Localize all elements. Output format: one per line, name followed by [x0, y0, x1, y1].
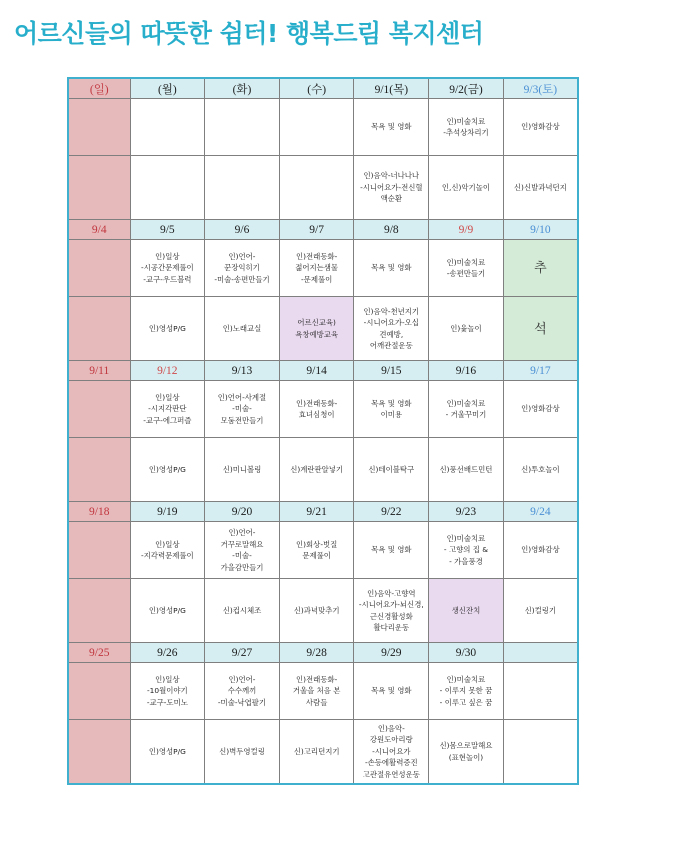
date-cell-mon: (월) [130, 78, 205, 99]
activity-cell [354, 438, 429, 502]
date-cell-mon: 9/12 [130, 361, 205, 381]
activity-cell [130, 240, 205, 297]
sunday-cell [68, 381, 130, 438]
activity-text: 인)미술치료 -송편만들기 [446, 257, 486, 278]
activity-cell [279, 579, 354, 643]
activity-cell [279, 381, 354, 438]
activity-text: 인)언어- 꾼장익히기 -미술-송편만들기 [214, 251, 270, 284]
activity-cell [205, 99, 280, 156]
activity-cell [205, 438, 280, 502]
activity-text: 신)고리던지기 [293, 746, 340, 756]
activity-cell [279, 240, 354, 297]
activity-cell [130, 663, 205, 720]
activity-cell [503, 438, 578, 502]
date-cell-fri: 9/30 [429, 643, 504, 663]
date-cell-wed: 9/28 [279, 643, 354, 663]
activity-text: 인)노래교실 [222, 323, 262, 333]
activity-text: 신)미니볼링 [222, 464, 262, 474]
date-cell-wed: 9/21 [279, 502, 354, 522]
sunday-cell [68, 438, 130, 502]
date-cell-thu: 9/29 [354, 643, 429, 663]
activity-cell [130, 381, 205, 438]
activity-text: 인)일상 -시지각판단 -교구-에그퍼즐 [143, 392, 192, 425]
schedule-row-afternoon [68, 579, 578, 643]
date-cell-fri: 9/16 [429, 361, 504, 381]
activity-text: 목욕 및 영화 [371, 686, 412, 696]
activity-text: 인)전래동화- 젊어지는샘물 -문제풀이 [295, 251, 339, 284]
activity-cell [130, 438, 205, 502]
activity-cell [429, 579, 504, 643]
date-cell-wed: 9/7 [279, 220, 354, 240]
activity-cell [130, 99, 205, 156]
date-cell-thu: 9/15 [354, 361, 429, 381]
activity-cell [279, 438, 354, 502]
activity-text: 신)투호놀이 [521, 464, 560, 474]
date-cell-sat: 9/24 [503, 502, 578, 522]
date-cell-thu: 9/22 [354, 502, 429, 522]
activity-cell [503, 156, 578, 220]
sunday-cell [68, 720, 130, 785]
activity-cell [429, 438, 504, 502]
activity-text: 인)일상 -시공간문제풀이 -교구-우드블럭 [141, 251, 194, 284]
activity-cell [503, 240, 578, 297]
activity-cell [279, 720, 354, 785]
schedule-row-afternoon [68, 438, 578, 502]
activity-cell [205, 240, 280, 297]
activity-cell [205, 156, 280, 220]
date-cell-sat: 9/10 [503, 220, 578, 240]
date-cell-sun: 9/4 [68, 220, 130, 240]
activity-cell [279, 522, 354, 579]
sunday-cell [68, 522, 130, 579]
activity-text: 목욕 및 영화 [371, 263, 412, 273]
monthly-schedule-calendar [67, 77, 579, 785]
activity-text: 신)과녁맞추기 [293, 605, 340, 615]
activity-cell [429, 381, 504, 438]
activity-cell [429, 99, 504, 156]
activity-cell [503, 720, 578, 785]
activity-text: 인)전래동화- 거울을 처음 본 사람들 [292, 674, 341, 707]
schedule-row-afternoon [68, 720, 578, 785]
activity-cell [130, 720, 205, 785]
date-cell-fri: 9/23 [429, 502, 504, 522]
activity-cell [429, 297, 504, 361]
weekday-header-row [68, 78, 578, 99]
activity-text: 인)미술치료 -추석상차리기 [443, 116, 489, 137]
activity-cell [429, 522, 504, 579]
activity-text: 인)전래동화- 효녀심청이 [296, 398, 338, 419]
activity-text: 인)음악-너나나나 -시니어요가-전신혈 액순환 [360, 171, 423, 204]
activity-cell [279, 663, 354, 720]
sunday-cell [68, 156, 130, 220]
activity-text: 인)영화감상 [521, 545, 560, 555]
activity-text: 신)벽두영컬링 [219, 746, 265, 756]
date-cell-fri: 9/9 [429, 220, 504, 240]
activity-cell [130, 156, 205, 220]
activity-cell [279, 99, 354, 156]
activity-cell [205, 381, 280, 438]
activity-text: 인)음악-고향역 -시니어요가-뇌신경, 근신경활성화 활다리운동 [358, 588, 424, 632]
date-row [68, 502, 578, 522]
activity-text: 인)미술치료 - 이루지 못한 꿈 - 이루고 싶은 꿈 [439, 674, 493, 707]
date-cell-sat: 9/17 [503, 361, 578, 381]
activity-text: 인)음악-천년지기 -시니어요가-오십 견예방, 어깨관절운동 [363, 306, 420, 350]
activity-cell [205, 579, 280, 643]
date-cell-sat [503, 643, 578, 663]
date-cell-thu: 9/8 [354, 220, 429, 240]
activity-text: 신)컬링기 [524, 605, 557, 615]
date-cell-fri: 9/2(금) [429, 78, 504, 99]
date-cell-mon: 9/26 [130, 643, 205, 663]
date-cell-mon: 9/19 [130, 502, 205, 522]
date-row [68, 643, 578, 663]
sunday-cell [68, 297, 130, 361]
activity-cell [429, 720, 504, 785]
date-cell-tue: (화) [205, 78, 280, 99]
activity-text: 신)신발과녁던지 [513, 182, 567, 192]
activity-text: 생신잔치 [451, 605, 481, 615]
schedule-row-morning [68, 240, 578, 297]
sunday-cell [68, 663, 130, 720]
activity-cell [205, 720, 280, 785]
activity-cell [354, 240, 429, 297]
activity-cell [503, 579, 578, 643]
schedule-row-morning [68, 99, 578, 156]
activity-text: 인)영성P/G [148, 746, 186, 756]
activity-cell [205, 297, 280, 361]
activity-cell [354, 663, 429, 720]
schedule-row-morning [68, 663, 578, 720]
activity-cell [503, 381, 578, 438]
activity-text: 인)윷놀이 [450, 323, 482, 333]
date-cell-sun: 9/25 [68, 643, 130, 663]
date-cell-sat: 9/3(토) [503, 78, 578, 99]
date-cell-mon: 9/5 [130, 220, 205, 240]
activity-text: 목욕 및 영화 이미용 [371, 398, 412, 419]
activity-cell [279, 156, 354, 220]
date-cell-tue: 9/13 [205, 361, 280, 381]
activity-cell [354, 720, 429, 785]
activity-cell [130, 579, 205, 643]
activity-text: 목욕 및 영화 [371, 122, 412, 132]
activity-text: 인,신)악기놀이 [441, 182, 490, 192]
activity-text: 신)컵시체조 [222, 605, 262, 615]
activity-text: 인)일상 -지각력문제풀이 [141, 539, 194, 560]
schedule-row-morning [68, 381, 578, 438]
activity-text: 신)계란판알넣기 [290, 464, 344, 474]
activity-cell [205, 663, 280, 720]
date-cell-sun: 9/18 [68, 502, 130, 522]
schedule-row-afternoon [68, 156, 578, 220]
activity-text: 인)음악- 강원도아리랑 -시니어요가 -손등에활력증진 고관절유연성운동 [362, 723, 420, 779]
activity-text: 목욕 및 영화 [371, 545, 412, 555]
date-cell-tue: 9/27 [205, 643, 280, 663]
activity-cell [354, 381, 429, 438]
activity-text: 추 [534, 260, 547, 276]
activity-text: 인)언어-사계절 -미술- 모둠전만들기 [217, 392, 267, 425]
activity-text: 석 [534, 320, 547, 336]
activity-cell [279, 297, 354, 361]
activity-cell [354, 297, 429, 361]
activity-text: 인)일상 -10월이야기 -교구-도미노 [146, 674, 188, 707]
activity-text: 인)미술치료 - 고향의 집 & - 가을풍경 [443, 533, 488, 566]
activity-text: 어르신교육) 욕창예방교육 [295, 318, 339, 339]
activity-cell [429, 240, 504, 297]
activity-cell [503, 663, 578, 720]
activity-text: 인)언어- 수수께끼 -미술-낙엽팔기 [217, 674, 267, 707]
activity-cell [354, 522, 429, 579]
activity-cell [130, 297, 205, 361]
date-row [68, 220, 578, 240]
activity-cell [130, 522, 205, 579]
activity-text: 인)회상-벗질 문제풀이 [296, 539, 338, 560]
activity-text: 인)영화감상 [521, 404, 560, 414]
schedule-row-afternoon [68, 297, 578, 361]
page-title: 어르신들의 따뜻한 쉼터! 행복드림 복지센터 [14, 19, 484, 48]
activity-text: 신)몸으로말해요 (표현놀이) [439, 741, 493, 762]
date-cell-sun: 9/11 [68, 361, 130, 381]
sunday-cell [68, 240, 130, 297]
date-row [68, 361, 578, 381]
activity-text: 인)영성P/G [148, 323, 186, 333]
activity-cell [429, 156, 504, 220]
activity-text: 신)테이블탁구 [368, 464, 415, 474]
activity-text: 인)영성P/G [148, 605, 186, 615]
date-cell-tue: 9/6 [205, 220, 280, 240]
activity-text: 인)언어- 거꾸로말해요 -미술- 가을감만들기 [220, 528, 264, 572]
activity-cell [205, 522, 280, 579]
sunday-cell [68, 579, 130, 643]
schedule-row-morning [68, 522, 578, 579]
activity-cell [503, 99, 578, 156]
activity-cell [354, 579, 429, 643]
date-cell-wed: (수) [279, 78, 354, 99]
sunday-cell [68, 99, 130, 156]
activity-text: 신)풍선배드민턴 [439, 464, 493, 474]
activity-text: 인)미술치료 - 거울꾸미기 [445, 398, 487, 419]
activity-cell [354, 99, 429, 156]
activity-text: 인)영화감상 [521, 122, 560, 132]
activity-cell [354, 156, 429, 220]
date-cell-tue: 9/20 [205, 502, 280, 522]
activity-cell [503, 522, 578, 579]
activity-cell [429, 663, 504, 720]
activity-cell [503, 297, 578, 361]
activity-text: 인)영성P/G [148, 464, 186, 474]
date-cell-sun: (일) [68, 78, 130, 99]
date-cell-wed: 9/14 [279, 361, 354, 381]
date-cell-thu: 9/1(목) [354, 78, 429, 99]
